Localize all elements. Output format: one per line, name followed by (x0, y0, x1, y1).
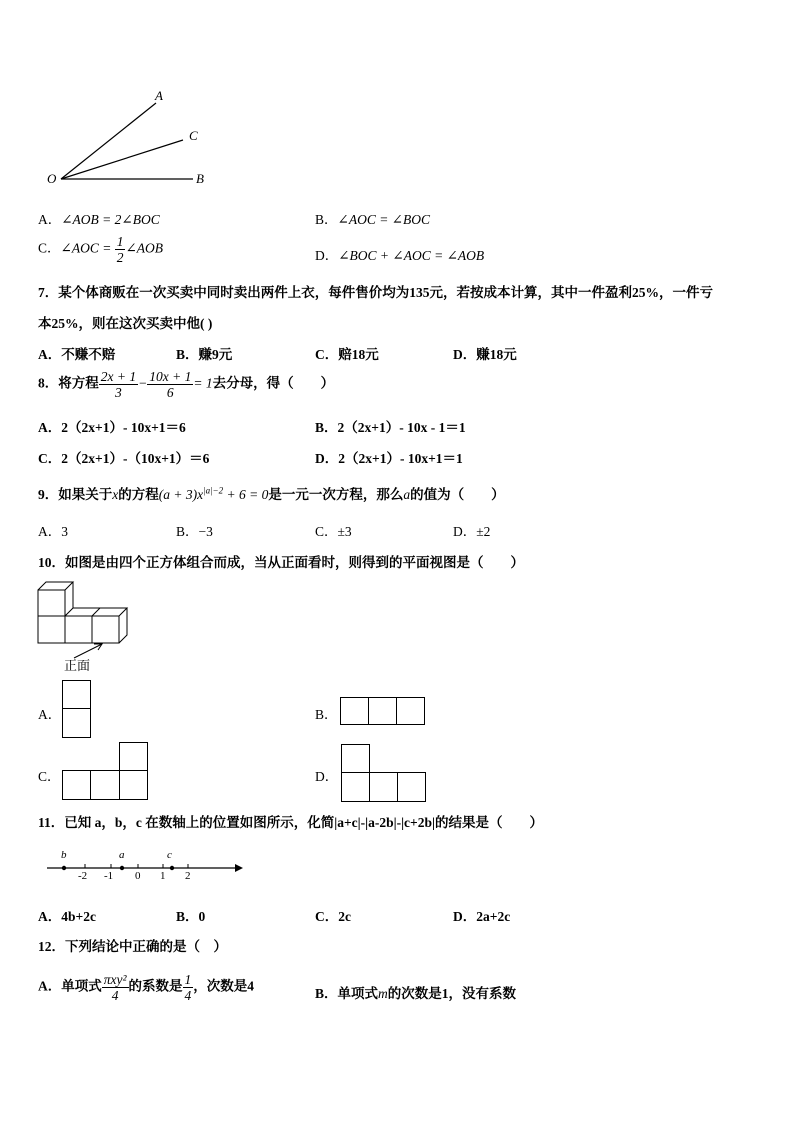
point-b-label: B (196, 171, 204, 186)
option-pre: ∠AOC = (60, 240, 115, 256)
axis-label-a: a (119, 849, 125, 861)
q9-stem: 9．如果关于x的方程$(a + 3)x^{|a|-2} + 6 = 0$是一元一次方程，那么a的值为（ ） (38, 485, 505, 502)
q9-option-a[interactable]: A．3 (38, 524, 68, 539)
axis-label-b: b (61, 849, 67, 861)
q9-option-c[interactable]: C．±3 (315, 524, 352, 539)
option-text: ∠BOC + ∠AOC = ∠AOB (338, 248, 485, 263)
q10-stem: 10．如图是由四个正方体组合而成，当从正面看时，则得到的平面视图是（ ） (38, 555, 524, 570)
option-post: ∠AOB (125, 240, 163, 256)
q12-option-b[interactable]: B．单项式m的次数是1，没有系数 (315, 986, 517, 1001)
q7-option-a[interactable]: A．不赚不赔 (38, 347, 116, 362)
q9-option-d[interactable]: D．±2 (453, 524, 491, 539)
q10-option-d-figure (341, 744, 431, 804)
q10-option-b-letter[interactable]: B． (315, 707, 338, 722)
cube-bottom-topface (73, 608, 127, 616)
point-c-dot (170, 866, 174, 870)
q10-option-c-letter[interactable]: C． (38, 769, 61, 784)
monomial-fraction: $\frac{\text{πxy²}}{4}$ (103, 972, 127, 1003)
ray-oc (61, 140, 183, 179)
q10-option-b-figure (340, 697, 428, 727)
q8-option-c[interactable]: C．2（2x+1）-（10x+1）＝6 (38, 451, 210, 466)
number-line (45, 848, 245, 888)
axis-tick-0: 0 (135, 870, 141, 882)
axis-label-c: c (167, 849, 172, 861)
option-letter: C． (38, 240, 61, 256)
cube-top-front (38, 590, 65, 616)
q11-option-d[interactable]: D．2a+2c (453, 909, 511, 924)
cube-top-topface (38, 582, 73, 590)
axis-arrow (235, 864, 243, 872)
front-label: 正面 (64, 659, 91, 674)
q10-option-a-letter[interactable]: A． (38, 707, 62, 722)
fraction-half: $\frac{1}{2}$ (116, 234, 124, 265)
q7-stem-line1: 7．某个体商贩在一次买卖中同时卖出两件上衣，每件售价均为135元，若按成本计算，其中一件盈利25%，一件亏 (38, 285, 713, 300)
cube-bottom-3 (92, 616, 119, 643)
q6-option-d[interactable] (315, 244, 484, 264)
q7-option-d[interactable]: D．赚18元 (453, 347, 517, 362)
q6-option-c[interactable] (38, 234, 163, 265)
point-a-dot (120, 866, 124, 870)
q9-option-b[interactable]: B．−3 (176, 524, 213, 539)
q10-option-c-figure (62, 742, 152, 802)
q11-option-b[interactable]: B．0 (176, 909, 206, 924)
axis-tick-2: 2 (185, 870, 191, 882)
q6-option-a[interactable] (38, 208, 160, 228)
fraction-2: $\frac{10x + 1}{6}$ (149, 369, 192, 400)
q7-option-b[interactable]: B．赚9元 (176, 347, 233, 362)
q10-option-a-figure (62, 680, 92, 740)
q12-stem: 12．下列结论中正确的是（ ） (38, 939, 227, 954)
axis-tick--2: -2 (78, 870, 88, 882)
q8-option-b[interactable]: B．2（2x+1）- 10x - 1＝1 (315, 420, 466, 435)
q7-stem-line2: 本25%，则在这次买卖中他( ) (38, 316, 213, 331)
q8-option-d[interactable]: D．2（2x+1）- 10x+1＝1 (315, 451, 463, 466)
q11-stem: 11．已知 a，b，c 在数轴上的位置如图所示，化简|a+c|-|a-2b|-|c+2b|的结果是（ ） (38, 815, 543, 830)
q10-option-d-letter[interactable]: D． (315, 769, 339, 784)
option-letter: A． (38, 212, 62, 227)
point-a-label: A (155, 88, 163, 103)
q8-stem: 8．将方程 $\frac{2x + 1}{3}$ − $\frac{10x + 1}{6}$ = 1去分母，得（ ） (38, 369, 335, 400)
coefficient-fraction: $\frac{1}{4}$ (184, 972, 192, 1003)
point-c-label: C (189, 128, 198, 143)
point-o-label: O (47, 171, 57, 186)
cube-bottom-2 (65, 616, 92, 643)
cube-bottom-side (119, 608, 127, 643)
cube-bottom-1 (38, 616, 65, 643)
q7-option-c[interactable]: C．赔18元 (315, 347, 379, 362)
q11-option-c[interactable]: C．2c (315, 909, 351, 924)
option-text: ∠AOB = 2∠BOC (61, 212, 160, 227)
q8-option-a[interactable]: A．2（2x+1）- 10x+1＝6 (38, 420, 186, 435)
fraction-1: $\frac{2x + 1}{3}$ (100, 369, 137, 400)
option-text: ∠AOC = ∠BOC (337, 212, 430, 227)
q6-option-b[interactable] (315, 208, 430, 228)
option-letter: B． (315, 212, 338, 227)
axis-tick-1: 1 (160, 870, 166, 882)
ray-oa (61, 103, 156, 179)
point-b-dot (62, 866, 66, 870)
q11-option-a[interactable]: A．4b+2c (38, 909, 96, 924)
axis-tick--1: -1 (104, 870, 114, 882)
cube-figure (36, 578, 166, 668)
angle-figure (40, 85, 260, 195)
q12-option-a[interactable]: A．单项式 $\frac{\text{πxy²}}{4}$ 的系数是 $\frac{1}{4}$ ，次数是4 (38, 972, 255, 1003)
cube-top-side (65, 582, 73, 616)
option-letter: D． (315, 248, 339, 263)
